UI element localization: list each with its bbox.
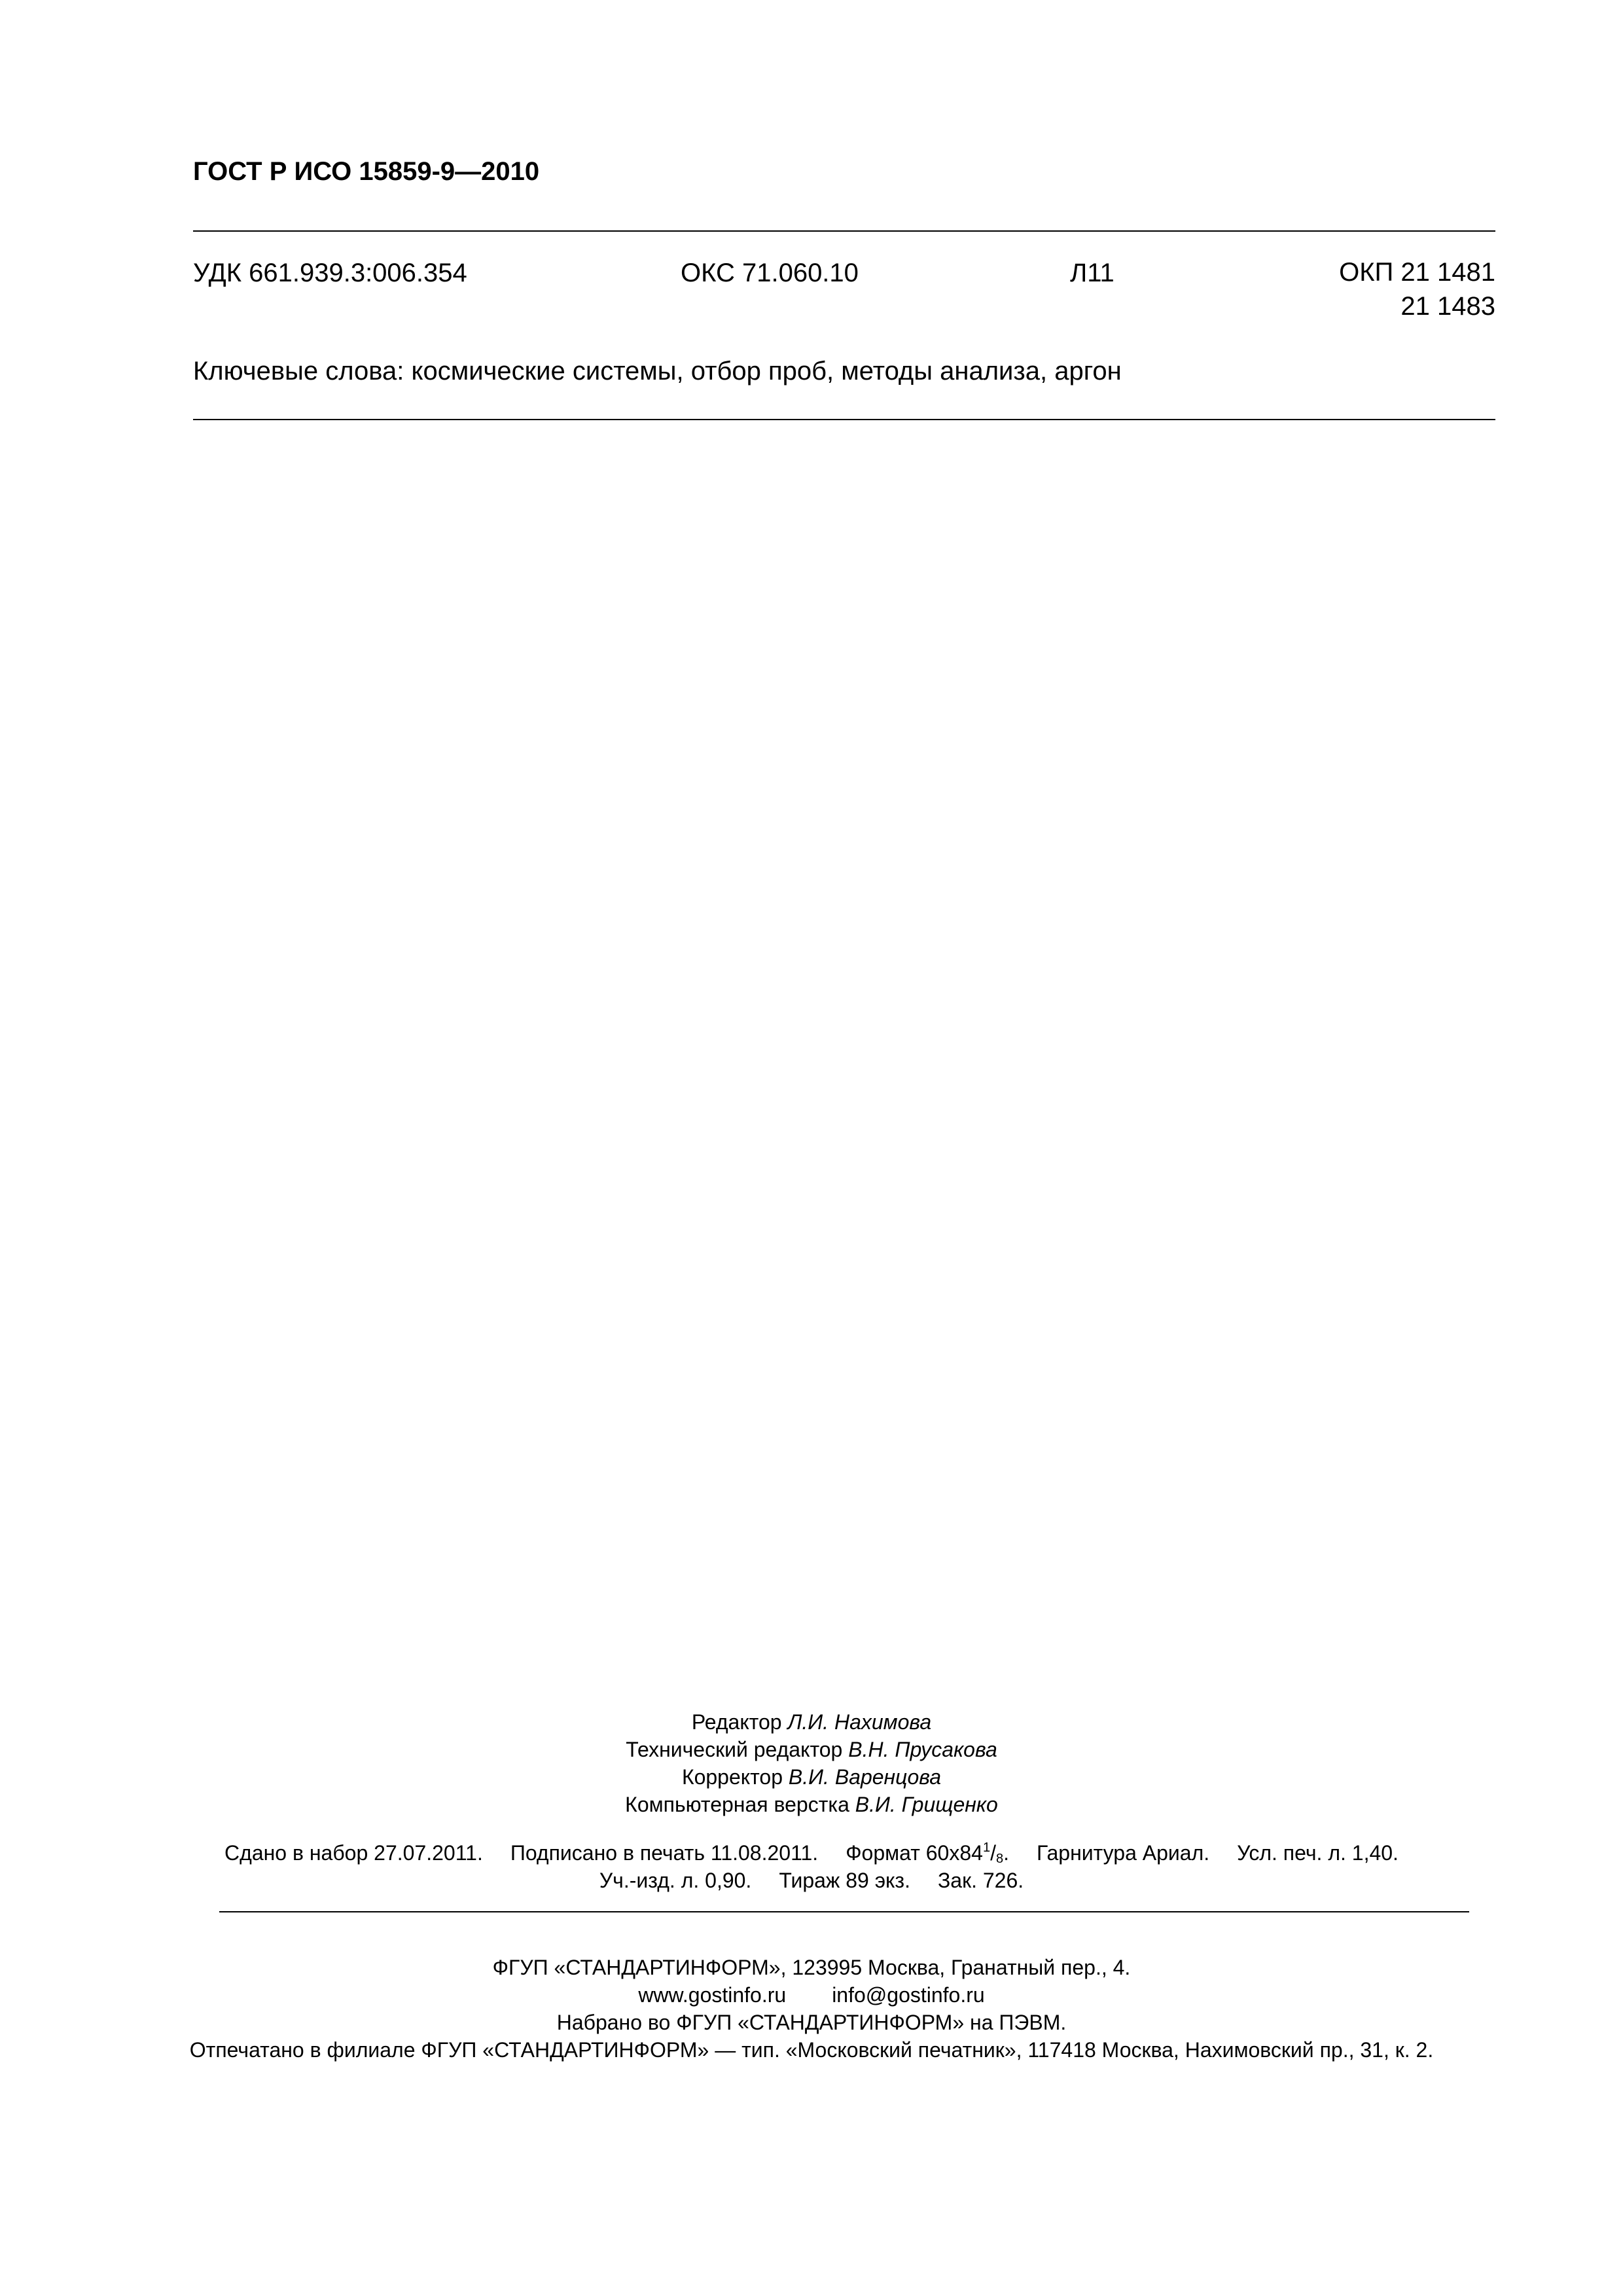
- email-link[interactable]: info@gostinfo.ru: [832, 1983, 985, 2007]
- credit-editor: Редактор Л.И. Нахимова: [691, 1710, 932, 1734]
- layout-name: В.И. Грищенко: [855, 1793, 998, 1816]
- document-title: ГОСТ Р ИСО 15859-9—2010: [193, 157, 540, 186]
- tech-editor-name: В.Н. Прусакова: [848, 1738, 997, 1761]
- keywords: Ключевые слова: космические системы, отбор проб, методы анализа, аргон: [193, 357, 1122, 386]
- printed-note: Отпечатано в филиале ФГУП «СТАНДАРТИНФОРМ» — тип. «Московский печатник», 117418 Москва, Нахимовский пр., 31, к. 2.: [189, 2038, 1434, 2062]
- publisher-footer: [0, 1954, 1623, 2064]
- publication-info: [0, 1839, 1623, 1894]
- l-code: Л11: [1070, 259, 1115, 287]
- paper-format: Формат $60x84^1/_8$.: [846, 1840, 1009, 1866]
- publication-line2: [0, 1867, 1623, 1894]
- credit-tech-editor: Технический редактор В.Н. Прусакова: [626, 1738, 997, 1761]
- publisher-address: ФГУП «СТАНДАРТИНФОРМ», 123995 Москва, Гранатный пер., 4.: [492, 1956, 1131, 1979]
- top-divider: [193, 230, 1495, 232]
- website-link[interactable]: www.gostinfo.ru: [638, 1983, 787, 2007]
- credit-corrector: Корректор В.И. Варенцова: [681, 1765, 942, 1789]
- editor-name: Л.И. Нахимова: [787, 1710, 932, 1734]
- udk-code: УДК 661.939.3:006.354: [193, 259, 467, 287]
- okp-code-line2: 21 1483: [1400, 292, 1495, 321]
- oks-code: ОКС 71.060.10: [681, 259, 859, 287]
- credits-block: [0, 1708, 1623, 1818]
- edition-sheets: Уч.-изд. л. 0,90.: [599, 1869, 752, 1892]
- keywords-divider: [193, 419, 1495, 420]
- print-sheets: Усл. печ. л. 1,40.: [1237, 1841, 1399, 1865]
- order-number: Зак. 726.: [937, 1869, 1024, 1892]
- corrector-name: В.И. Варенцова: [788, 1765, 942, 1789]
- credit-layout: Компьютерная верстка В.И. Грищенко: [625, 1793, 998, 1816]
- submitted-date: Сдано в набор 27.07.2011.: [224, 1841, 483, 1865]
- publication-divider: [219, 1911, 1469, 1912]
- okp-code: [1339, 255, 1495, 323]
- circulation: Тираж 89 экз.: [779, 1869, 910, 1892]
- typeface: Гарнитура Ариал.: [1036, 1841, 1210, 1865]
- publication-line1: [0, 1839, 1623, 1867]
- signed-date: Подписано в печать 11.08.2011.: [510, 1841, 819, 1865]
- okp-code-line1: ОКП 21 1481: [1339, 258, 1495, 287]
- typeset-note: Набрано во ФГУП «СТАНДАРТИНФОРМ» на ПЭВМ.: [556, 2011, 1067, 2034]
- contact-line: [0, 1981, 1623, 2009]
